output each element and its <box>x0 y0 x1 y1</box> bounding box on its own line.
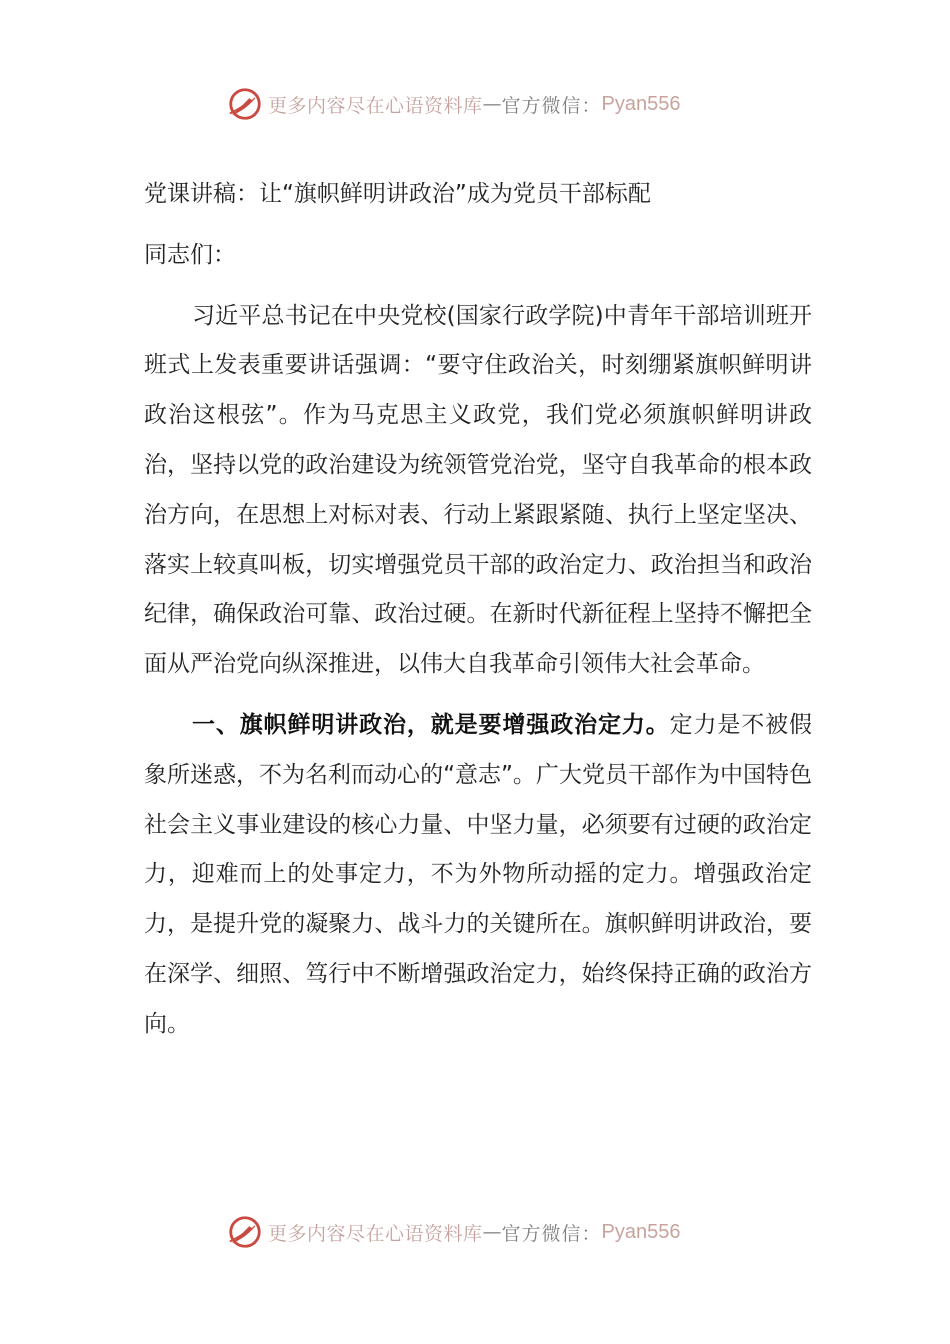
document-title: 党课讲稿：让“旗帜鲜明讲政治”成为党员干部标配 <box>144 181 651 207</box>
banner-dash: — <box>482 93 502 115</box>
banner-site-text: 更多内容尽在心语资料库 <box>268 94 483 117</box>
banner-site-text: 更多内容尽在心语资料库 <box>268 1222 483 1245</box>
banner-contact-label: 官方微信： <box>501 94 602 117</box>
footer-banner <box>226 1212 681 1252</box>
banner-wechat-id: Pyan556 <box>601 92 681 115</box>
banner-wechat-id: Pyan556 <box>601 1220 681 1243</box>
banner-dash: — <box>482 1221 502 1243</box>
document-body <box>144 170 812 1061</box>
pen-nib-logo-icon <box>226 1213 264 1251</box>
banner-contact-label: 官方微信： <box>501 1222 602 1245</box>
paragraph-section-one <box>144 701 812 1050</box>
paragraph-text: 习近平总书记在中央党校(国家行政学院)中青年干部培训班开班式上发表重要讲话强调：“要守住政治关，时刻绷紧旗帜鲜明讲政治这根弦”。作为马克思主义政党，我们党必须旗帜鲜明讲政治，坚持以党的政治建设为统领管党治党，坚守自我革命的根本政治方向，在思想上对标对表、行动上紧跟紧随、执行上坚定坚决、落实上较真叫板，切实增强党员干部的政治定力、政治担当和政治纪律，确保政治可靠、政治过硬。在新时代新征程上坚持不懈把全面从严治党向纵深推进，以伟大自我革命引领伟大社会革命。 <box>144 302 812 678</box>
section-heading: 一、旗帜鲜明讲政治，就是要增强政治定力。 <box>192 711 670 738</box>
greeting: 同志们： <box>144 241 236 268</box>
paragraph-intro <box>144 292 812 690</box>
paragraph-text: 定力是不被假象所迷惑，不为名利而动心的“意志”。广大党员干部作为中国特色社会主义事业建设的核心力量、中坚力量，必须要有过硬的政治定力，迎难而上的处事定力，不为外物所动摇的定力。增强政治定力，是提升党的凝聚力、战斗力的关键所在。旗帜鲜明讲政治，要在深学、细照、笃行中不断增强政治定力，始终保持正确的政治方向。 <box>144 711 813 1037</box>
header-banner <box>226 84 681 124</box>
pen-nib-logo-icon <box>226 85 264 123</box>
